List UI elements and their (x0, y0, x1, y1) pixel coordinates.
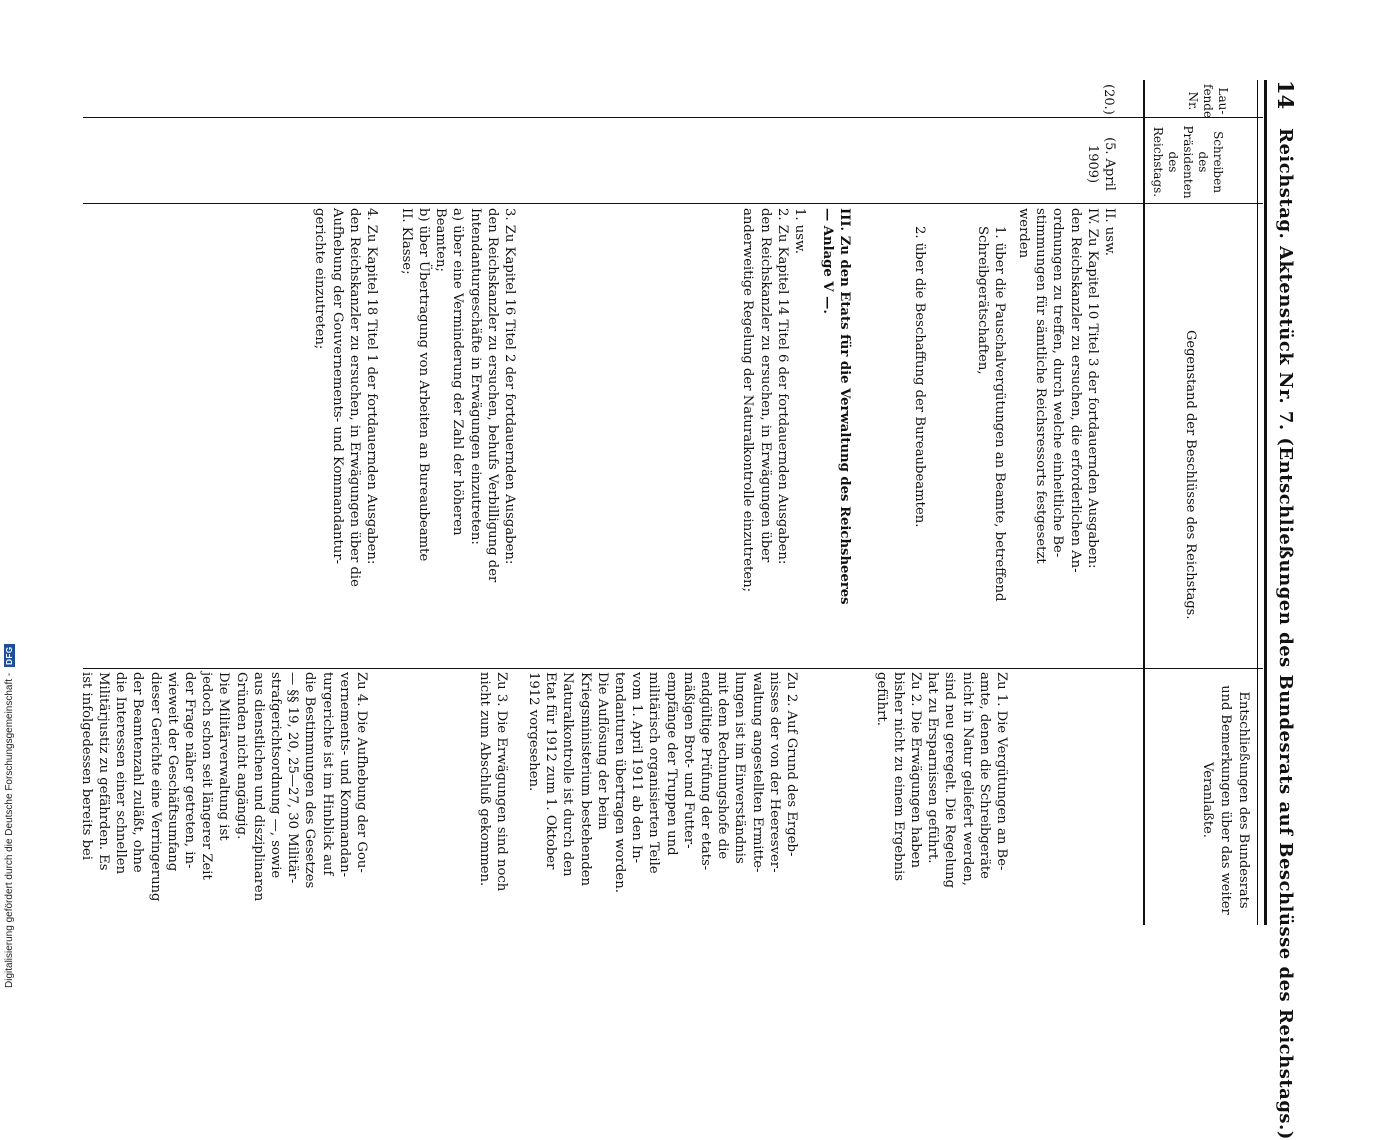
gegenstand-block-7-line: gerichte einzutreten; (312, 208, 328, 350)
entschliessung-block-2-line: militärisch organisierten Teile (646, 672, 662, 874)
gegenstand-block-6-line: den Reichskanzler zu ersuchen, behufs Verbilligung der (484, 208, 500, 583)
entschliessung-block-4-line: ist infolgedessen bereits bei (78, 672, 94, 861)
gegenstand-block-7 (311, 208, 380, 587)
col-sep-3 (83, 668, 1263, 669)
gegenstand-block-1-line: stimmungen für sämtliche Reichsressorts festgesetzt (1033, 208, 1049, 564)
header-lfd-nr-text: Lau- fende Nr. (1186, 84, 1230, 119)
entschliessung-block-3-line: nicht zum Abschluß gekommen. (476, 672, 492, 887)
gegenstand-block-1-line: II. usw. (1102, 208, 1117, 256)
entschliessung-block-4-line: turgerichte ist im Hinblick auf (319, 672, 335, 876)
gegenstand-block-1-line: werden (1015, 208, 1031, 259)
entschliessung-block-3-line: Zu 3. Die Erwägungen sind noch (494, 672, 509, 892)
entschliessung-block-4-line: dieser Gerichte eine Verringerung (147, 672, 163, 902)
gegenstand-block-4-line: — Anlage V —. (819, 208, 835, 314)
entschliessung-block-1-line: sind neu geregelt. Die Regelung (942, 672, 958, 889)
header-entschliessungen (1198, 680, 1252, 920)
entschliessung-block-4-line: wieweit der Geschäftsumfang (164, 672, 180, 872)
top-rule-thick (1264, 80, 1267, 925)
entschliessung-block-2-line: empfänge der Truppen und (663, 672, 679, 856)
header-schreiben (1150, 124, 1225, 200)
gegenstand-block-6-line: 3. Zu Kapitel 16 Titel 2 der fortdauernden Ausgaben: (502, 208, 517, 565)
entschliessung-block-1-line: hat zu Ersparnissen geführt. (925, 672, 941, 864)
gegenstand-block-4-line: III. Zu den Etats für die Verwaltung des Reichsheeres (837, 208, 852, 605)
entschliessung-block-1-line: geführt. (873, 672, 889, 726)
header-schreiben-text: Schreiben des Präsidenten des Reichstags. (1151, 125, 1225, 199)
gegenstand-block-6-line: a) über eine Verminderung der Zahl der höheren (450, 208, 466, 536)
gegenstand-block-3 (911, 226, 928, 527)
entschliessung-block-4-line: der Beamtenzahl zuläßt, ohne (130, 672, 146, 873)
entschliessung-block-1 (872, 672, 1010, 888)
page-number: 14 (1273, 80, 1298, 110)
entschliessung-block-2-line: waltung angestellten Ermitte- (749, 672, 765, 873)
col-sep-1 (83, 117, 1263, 118)
entschliessung-block-4-line: der Frage näher getreten, in- (181, 672, 197, 869)
gegenstand-block-2 (974, 226, 1008, 601)
gegenstand-block-6-line: Intendanturgeschäfte in Erwägungen einzutreten: (467, 208, 483, 545)
gegenstand-block-1-line: IV. Zu Kapitel 10 Titel 3 der fortdauernden Ausgaben: (1084, 208, 1100, 569)
entschliessung-block-2-line: lungen ist im Einverständnis (732, 672, 748, 864)
entschliessung-block-2 (525, 672, 800, 893)
entschliessung-block-2-line: endgültige Prüfung der etats- (697, 672, 713, 871)
entschliessung-block-1-line: amte, denen die Schreibgeräte (976, 672, 992, 879)
entschliessung-block-2-line: Die Auflösung der beim (594, 672, 610, 830)
entschliessung-block-4-line: Zu 4. Die Aufhebung der Gou- (354, 672, 369, 873)
gegenstand-block-1 (1015, 208, 1118, 573)
gegenstand-block-5-line: 2. Zu Kapitel 14 Titel 6 der fortdauernden Ausgaben: (774, 208, 790, 565)
dfg-logo: DFG (5, 646, 14, 665)
entschliessung-block-1-line: Zu 1. Die Vergütungen an Be- (994, 672, 1009, 871)
gegenstand-block-2-line: 1. über die Pauschalvergütungen an Beamte, betreffend (992, 226, 1007, 602)
gegenstand-block-4 (819, 208, 853, 605)
entschliessung-block-1-line: nicht in Natur geliefert werden, (959, 672, 975, 886)
entschliessung-block-4-line: die Interessen einer schnellen (113, 672, 129, 875)
entschliessung-block-4 (78, 672, 370, 902)
entschliessung-block-4-line: die Bestimmungen des Gesetzes (302, 672, 318, 889)
gegenstand-block-5-line: den Reichskanzler zu ersuchen, in Erwägungen über (757, 208, 773, 563)
header-entschliessungen-text: Entschließungen des Bundesrats und Bemerkungen über das weiter Veranlaßte. (1200, 685, 1251, 915)
gegenstand-block-6 (398, 208, 518, 582)
gegenstand-block-1-line: den Reichskanzler zu ersuchen, die erforderlichen An- (1067, 208, 1083, 573)
gegenstand-block-7-line: den Reichskanzler zu ersuchen, in Erwägungen über die (346, 208, 362, 587)
gegenstand-block-7-line: 4. Zu Kapitel 18 Titel 1 der fortdauernden Ausgaben: (364, 208, 379, 565)
col-sep-2 (83, 203, 1263, 204)
entschliessung-block-2-line: Zu 2. Auf Grund des Ergeb- (784, 672, 799, 857)
gegenstand-block-3-line: 2. über die Beschaffung der Bureaubeamten. (912, 226, 927, 528)
entschliessung-block-2-line: nisses der von der Heeresver- (766, 672, 782, 873)
gegenstand-block-5-line: 1. usw. (792, 208, 807, 254)
gegenstand-block-5 (739, 208, 808, 592)
row-number: (20.) (1101, 84, 1116, 115)
gegenstand-block-7-line: Aufhebung der Gouvernements- und Kommandantur- (329, 208, 345, 565)
gegenstand-block-6-line: Beamten; (433, 208, 449, 272)
entschliessung-block-4-line: Gründen nicht angängig. (233, 672, 249, 840)
top-rule-thin (1257, 80, 1258, 925)
entschliessung-block-1-line: bisher nicht zu einem Ergebnis (890, 672, 906, 882)
entschliessung-block-3 (476, 672, 510, 891)
entschliessung-block-2-line: vom 1. April 1911 ab den In- (629, 672, 645, 864)
row-date-text: (5. April 1909) (1085, 137, 1117, 191)
entschliessung-block-2-line: mäßigen Brot- und Futter- (680, 672, 696, 849)
gegenstand-block-6-line: II. Klasse; (398, 208, 414, 275)
row-date (1084, 128, 1118, 200)
gegenstand-block-5-line: anderweitige Regelung der Naturalkontrolle einzutreten; (740, 208, 756, 593)
entschliessung-block-4-line: vernements- und Kommandan- (336, 672, 352, 878)
entschliessung-block-2-line: mit dem Rechnungshofe die (715, 672, 731, 860)
entschliessung-block-4-line: jedoch schon seit längerer Zeit (199, 672, 215, 880)
gegenstand-block-6-line: b) über Übertragung von Arbeiten an Bureaubeamte (415, 208, 431, 562)
header-lfd-nr (1185, 84, 1230, 118)
entschliessung-block-4-line: — §§ 19, 20, 25—27, 30 Militär- (285, 672, 301, 884)
entschliessung-block-1-line: Zu 2. Die Erwägungen haben (907, 672, 923, 868)
entschliessung-block-4-line: strafgerichtsordnung —, sowie (267, 672, 283, 879)
entschliessung-block-2-line: Kriegsministerium bestehenden (577, 672, 593, 887)
entschliessung-block-2-line: Naturalkontrolle ist durch den (560, 672, 576, 877)
gegenstand-block-1-line: ordnungen zu treffen, durch welche einheitliche Be- (1050, 208, 1066, 558)
footer-text: Digitalisierung gefördert durch die Deutsche Forschungsgemeinschaft - (4, 672, 15, 988)
entschliessung-block-2-line: Etat für 1912 zum 1. Oktober (543, 672, 559, 870)
entschliessung-block-2-line: tendanturen übertragen worden. (611, 672, 627, 893)
entschliessung-block-4-line: aus dienstlichen und disziplinaren (250, 672, 266, 902)
header-gegenstand: Gegenstand der Beschlüsse des Reichstags. (1183, 330, 1198, 620)
page-title: Reichstag. Aktenstück Nr. 7. (Entschließungen des Bundesrats auf Beschlüsse des Reichstags.) (1275, 128, 1296, 1140)
column-header-rule (1143, 80, 1145, 925)
entschliessung-block-2-line: 1912 vorgesehen. (525, 672, 541, 792)
gegenstand-block-2-line: Schreibgerätschaften, (974, 226, 990, 375)
entschliessung-block-4-line: Militärjustiz zu gefährden. Es (95, 672, 111, 871)
entschliessung-block-4-line: Die Militärverwaltung ist (216, 672, 232, 841)
